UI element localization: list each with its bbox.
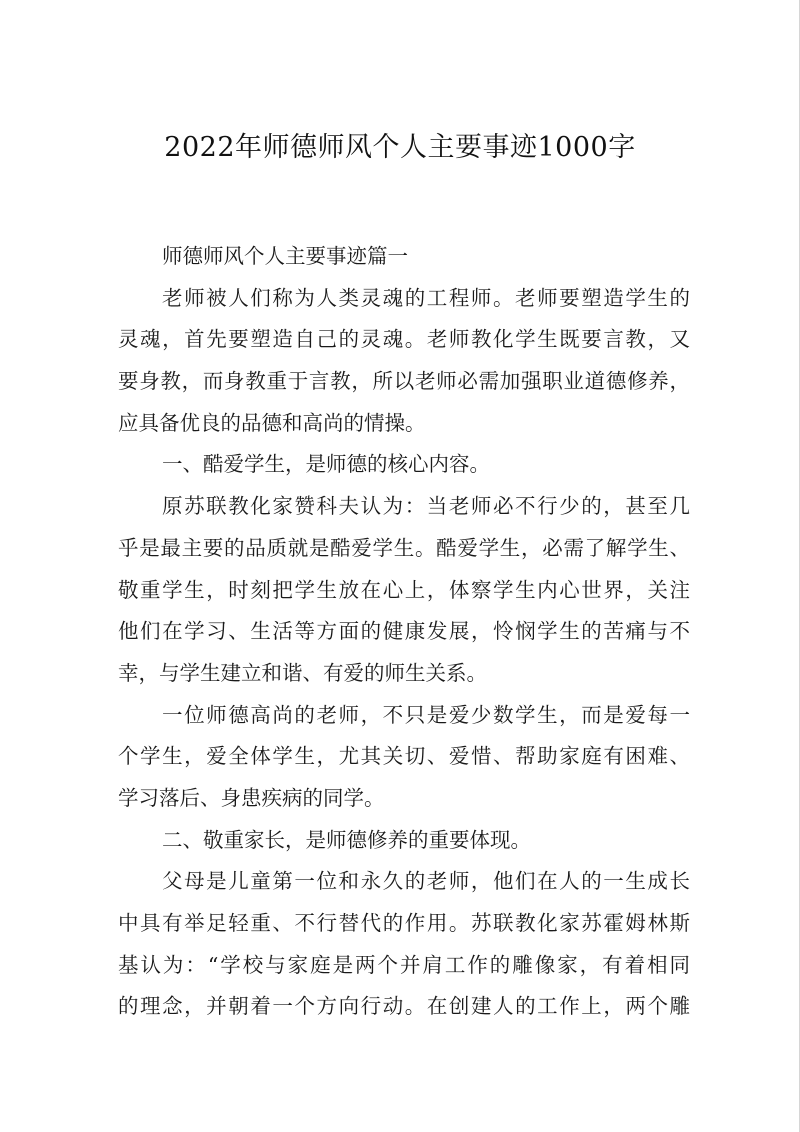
body-line: 敬重学生，时刻把学生放在心上，体察学生内心世界，关注 bbox=[118, 577, 690, 602]
document-body bbox=[118, 236, 690, 1028]
body-line: 父母是儿童第一位和永久的老师，他们在人的一生成长 bbox=[162, 869, 690, 894]
body-line: 一位师德高尚的老师，不只是爱少数学生，而是爱每一 bbox=[162, 702, 690, 727]
body-line: 基认为：“学校与家庭是两个并肩工作的雕像家，有着相同 bbox=[118, 952, 690, 977]
document-title: 2022年师德师风个人主要事迹1000字 bbox=[164, 132, 636, 163]
body-line: 学习落后、身患疾病的同学。 bbox=[118, 785, 385, 810]
body-line: 灵魂，首先要塑造自己的灵魂。老师教化学生既要言教，又 bbox=[118, 327, 690, 352]
body-line: 他们在学习、生活等方面的健康发展，怜悯学生的苦痛与不 bbox=[118, 619, 690, 644]
body-line: 师德师风个人主要事迹篇一 bbox=[162, 244, 408, 268]
body-line: 个学生，爱全体学生，尤其关切、爱惜、帮助家庭有困难、 bbox=[118, 744, 690, 769]
body-line: 一、酷爱学生，是师德的核心内容。 bbox=[162, 452, 490, 477]
body-line: 幸，与学生建立和谐、有爱的师生关系。 bbox=[118, 660, 487, 685]
body-line: 应具备优良的品德和高尚的情操。 bbox=[118, 410, 426, 435]
body-line: 乎是最主要的品质就是酷爱学生。酷爱学生，必需了解学生、 bbox=[118, 535, 690, 560]
body-line: 要身教，而身教重于言教，所以老师必需加强职业道德修养， bbox=[118, 369, 690, 394]
body-line: 原苏联教化家赞科夫认为：当老师必不行少的，甚至几 bbox=[162, 494, 690, 519]
body-line: 老师被人们称为人类灵魂的工程师。老师要塑造学生的 bbox=[162, 285, 690, 310]
body-line: 二、敬重家长，是师德修养的重要体现。 bbox=[162, 827, 531, 852]
body-line: 中具有举足轻重、不行替代的作用。苏联教化家苏霍姆林斯 bbox=[118, 911, 690, 935]
body-line: 的理念，并朝着一个方向行动。在创建人的工作上，两个雕 bbox=[118, 994, 690, 1019]
